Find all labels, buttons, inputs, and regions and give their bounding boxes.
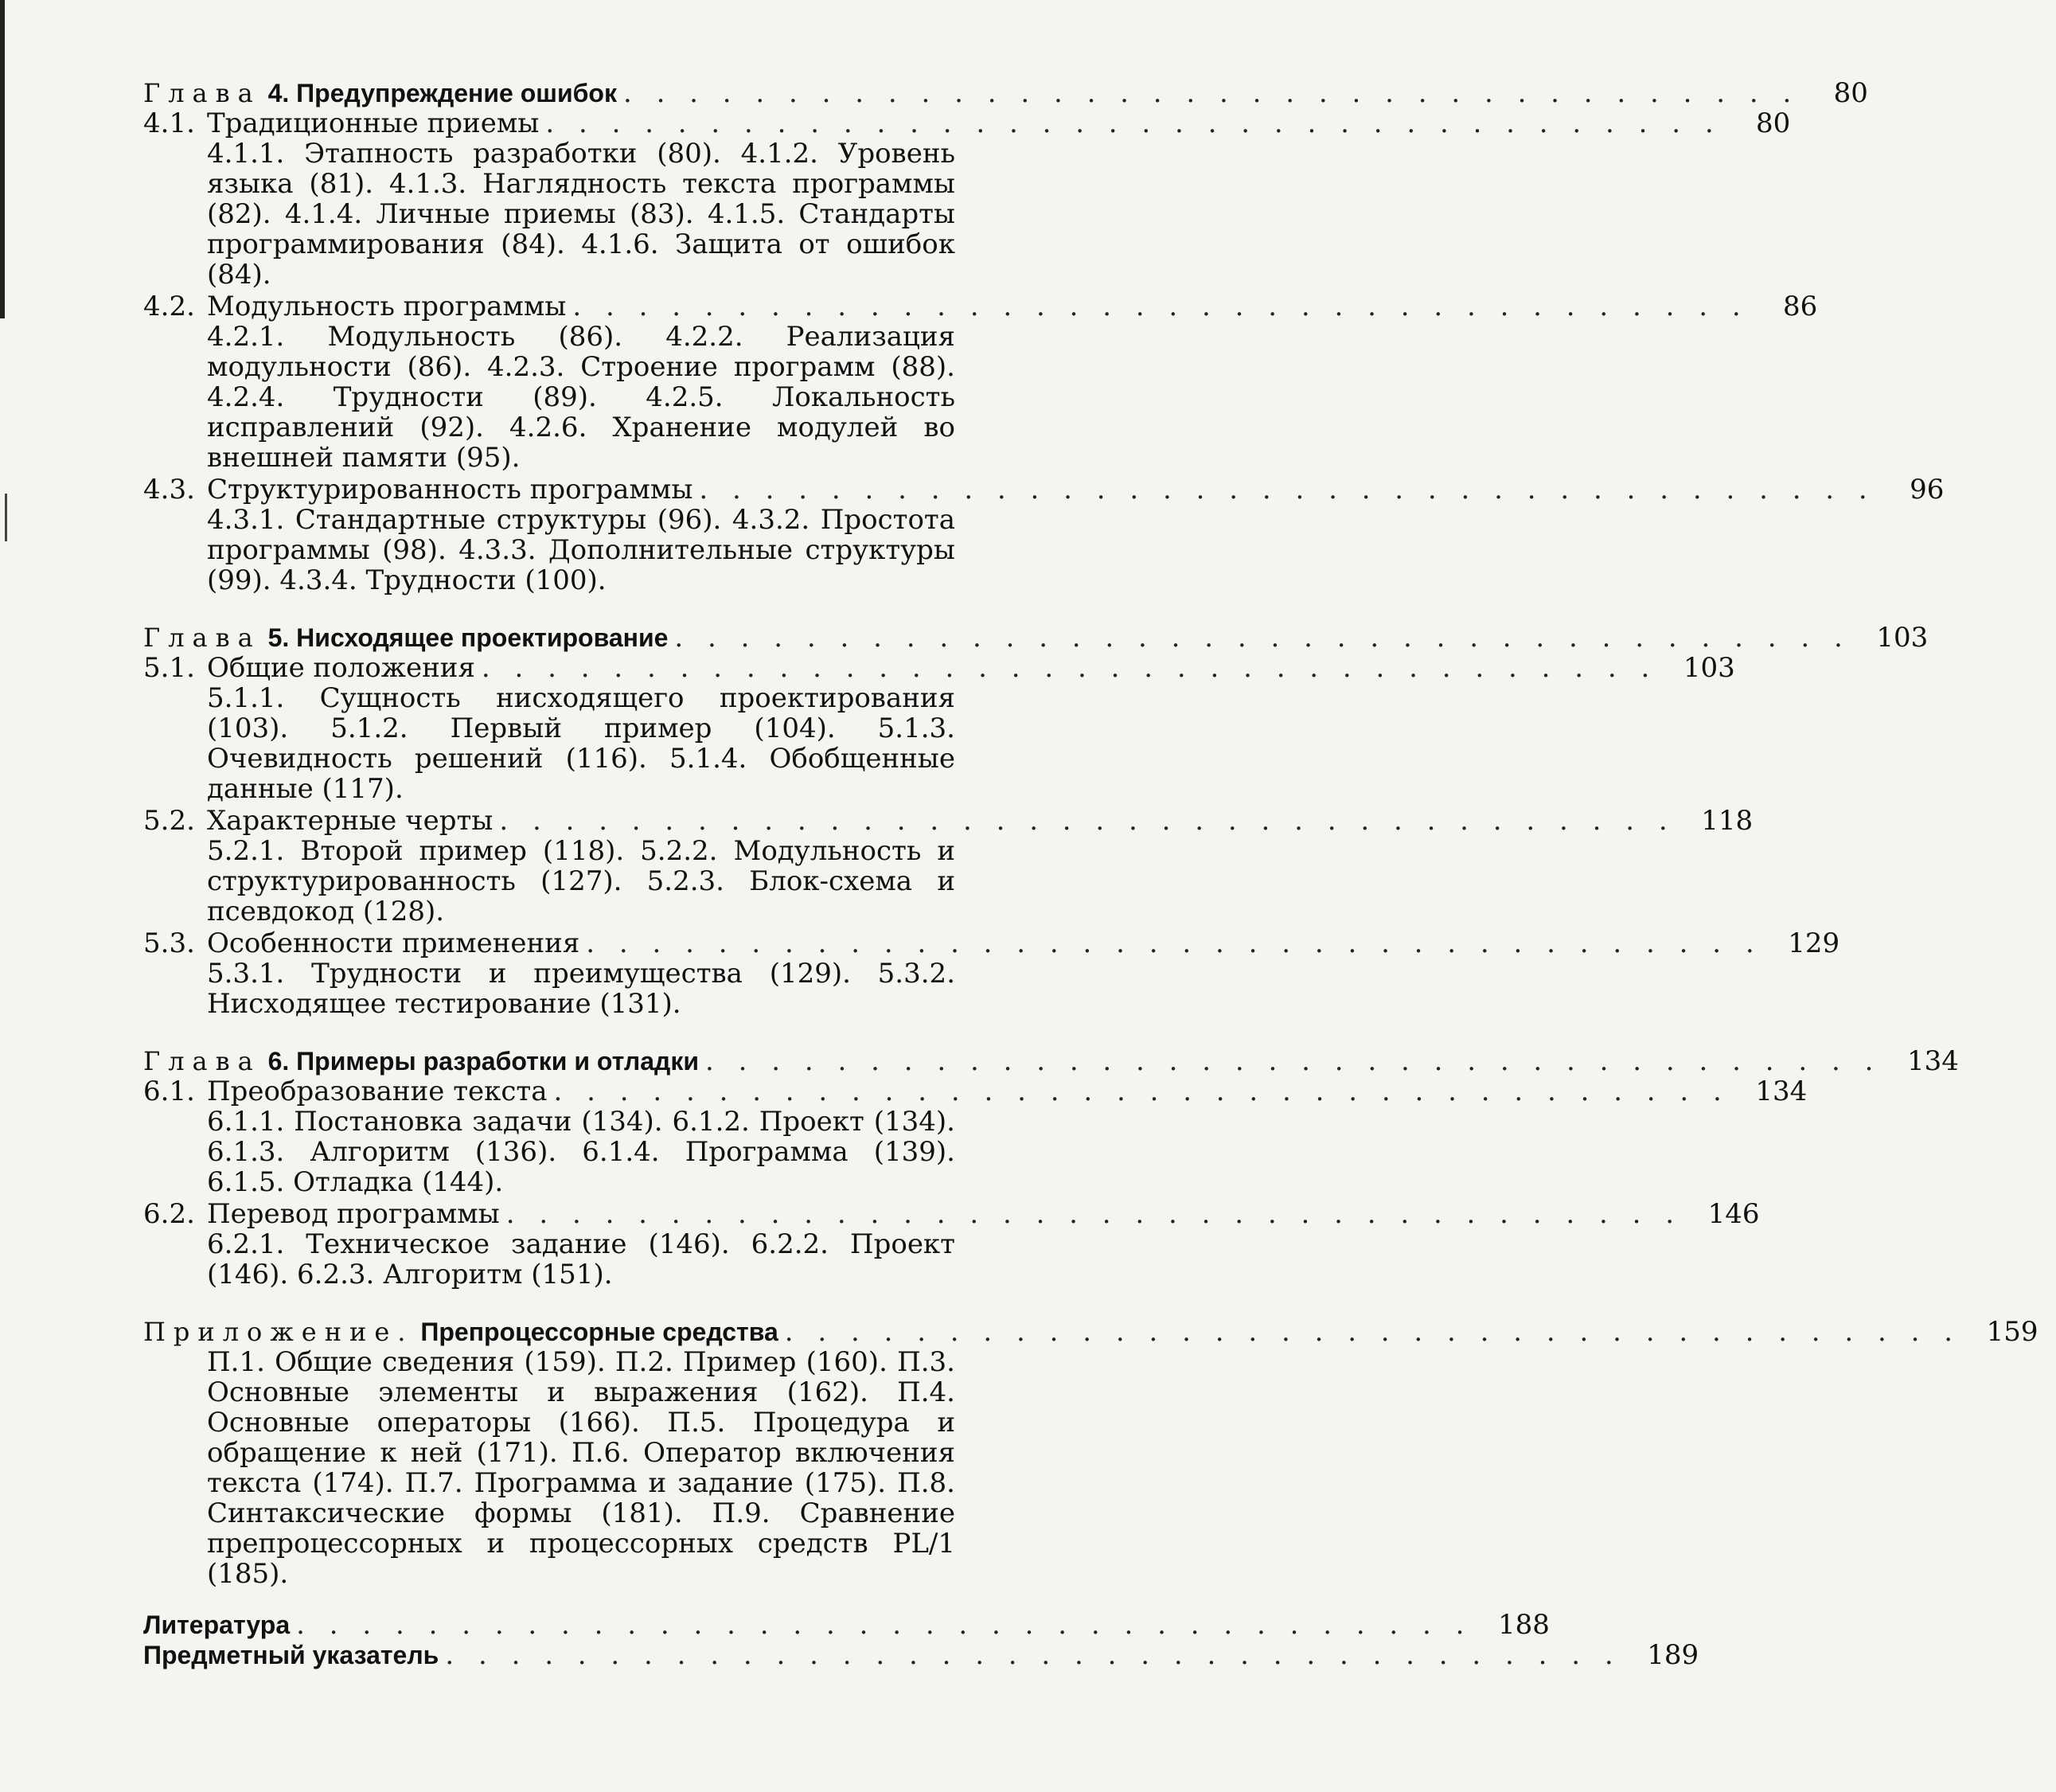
chapter-4-page: 80 bbox=[1833, 77, 1868, 109]
section-page: 80 bbox=[1756, 107, 1791, 139]
appendix-label: Приложение. bbox=[143, 1317, 414, 1347]
section-5-1-detail: 5.1.1. Сущность нисходящего проектирования (103). 5.1.2. Первый пример (104). 5.1.3. Очевидность решений (116). 5.1.4. Обобщенные данные (117). bbox=[207, 682, 955, 805]
index-title: Предметный указатель bbox=[143, 1641, 439, 1669]
leader-dots: . . . . . . . . . . . . . . . . . . . . . . . . . . . . . . . . . . . . bbox=[445, 1639, 1621, 1671]
leader-dots: . . . . . . . . . . . . . . . . . . . . . . . . . . . . . . . . . . . . bbox=[674, 622, 1851, 654]
section-title: Перевод программы bbox=[207, 1198, 500, 1230]
leader-dots: . . . . . . . . . . . . . . . . . . . . . . . . . . . . . . . . . . . . bbox=[622, 77, 1800, 109]
section-title: Общие положения bbox=[207, 652, 475, 684]
section-title: Традиционные приемы bbox=[207, 107, 540, 139]
section-title: Преобразование текста bbox=[207, 1076, 548, 1107]
appendix-heading bbox=[143, 1316, 2038, 1348]
page-edge bbox=[0, 0, 5, 318]
leader-dots: . . . . . . . . . . . . . . . . . . . . . . . . . . . . . . . . . . . . bbox=[499, 805, 1676, 837]
section-page: 146 bbox=[1707, 1198, 1760, 1230]
leader-dots: . . . . . . . . . . . . . . . . . . . . . . . . . . . . . . . . . . . . bbox=[296, 1609, 1473, 1641]
literature-page: 188 bbox=[1498, 1609, 1550, 1641]
leader-dots: . . . . . . . . . . . . . . . . . . . . . . . . . . . . . . . . . . . . bbox=[705, 1045, 1882, 1077]
chapter-6-label: Глава bbox=[143, 1046, 261, 1076]
section-5-3-detail: 5.3.1. Трудности и преимущества (129). 5.3.2. Нисходящее тестирование (131). bbox=[207, 958, 955, 1020]
index-page: 189 bbox=[1647, 1639, 1699, 1671]
leader-dots: . . . . . . . . . . . . . . . . . . . . . . . . . . . . . . . . . . . . bbox=[586, 927, 1762, 959]
section-number: 4.3. bbox=[143, 474, 195, 506]
leader-dots: . . . . . . . . . . . . . . . . . . . . . . . . . . . . . . . . . . . . bbox=[481, 652, 1658, 684]
section-page: 96 bbox=[1910, 474, 1945, 506]
section-title: Особенности применения bbox=[207, 927, 580, 959]
leader-dots: . . . . . . . . . . . . . . . . . . . . . . . . . . . . . . . . . . . . bbox=[699, 474, 1875, 506]
chapter-5-title: 5. Нисходящее проектирование bbox=[267, 623, 669, 652]
section-number: 4.1. bbox=[143, 107, 195, 139]
section-page: 118 bbox=[1701, 805, 1754, 837]
chapter-5-label: Глава bbox=[143, 623, 261, 653]
section-4-1-detail: 4.1.1. Этапность разработки (80). 4.1.2. Уровень языка (81). 4.1.3. Наглядность текста программы (82). 4.1.4. Личные приемы (83). 4.1.5. Стандарты программирования (84). 4.1.6. Защита от ошибок (84). bbox=[207, 138, 955, 291]
section-6-2-detail: 6.2.1. Техническое задание (146). 6.2.2. Проект (146). 6.2.3. Алгоритм (151). bbox=[207, 1228, 955, 1290]
section-number: 5.1. bbox=[143, 652, 195, 684]
section-page: 103 bbox=[1683, 652, 1735, 684]
appendix-page: 159 bbox=[1986, 1316, 2038, 1348]
chapter-6-title: 6. Примеры разработки и отладки bbox=[267, 1047, 700, 1076]
section-6-2 bbox=[143, 1198, 1760, 1230]
index-entry bbox=[143, 1639, 1699, 1671]
page-edge-mark bbox=[5, 494, 7, 541]
section-6-1 bbox=[143, 1076, 1808, 1107]
leader-dots: . . . . . . . . . . . . . . . . . . . . . . . . . . . . . . . . . . . . bbox=[784, 1316, 1961, 1348]
chapter-6-page: 134 bbox=[1906, 1045, 1959, 1077]
section-4-2-detail: 4.2.1. Модульность (86). 4.2.2. Реализация модульности (86). 4.2.3. Строение программ (88). 4.2.4. Трудности (89). 4.2.5. Локальность исправлений (92). 4.2.6. Хранение модулей во внешней памяти (95). bbox=[207, 321, 955, 474]
section-6-1-detail: 6.1.1. Постановка задачи (134). 6.1.2. Проект (134). 6.1.3. Алгоритм (136). 6.1.4. Программа (139). 6.1.5. Отладка (144). bbox=[207, 1106, 955, 1198]
section-title: Структурированность программы bbox=[207, 474, 693, 506]
table-of-contents bbox=[143, 72, 2038, 1671]
section-5-3 bbox=[143, 927, 1840, 959]
section-5-1 bbox=[143, 652, 1735, 684]
section-5-2 bbox=[143, 805, 1754, 837]
literature-title: Литература bbox=[143, 1610, 291, 1639]
section-number: 6.1. bbox=[143, 1076, 195, 1107]
section-4-1 bbox=[143, 107, 1791, 139]
section-number: 5.2. bbox=[143, 805, 195, 837]
leader-dots: . . . . . . . . . . . . . . . . . . . . . . . . . . . . . . . . . . . . bbox=[572, 291, 1749, 322]
chapter-4-title: 4. Предупреждение ошибок bbox=[267, 79, 617, 107]
chapter-5-heading bbox=[143, 622, 1929, 654]
leader-dots: . . . . . . . . . . . . . . . . . . . . . . . . . . . . . . . . . . . . bbox=[505, 1198, 1683, 1230]
section-title: Характерные черты bbox=[207, 805, 494, 837]
section-4-3 bbox=[143, 474, 1945, 506]
chapter-4-label: Глава bbox=[143, 78, 261, 108]
section-page: 134 bbox=[1755, 1076, 1808, 1107]
section-5-2-detail: 5.2.1. Второй пример (118). 5.2.2. Модульность и структурированность (127). 5.2.3. Блок-схема и псевдокод (128). bbox=[207, 835, 955, 927]
section-number: 6.2. bbox=[143, 1198, 195, 1230]
chapter-4-heading bbox=[143, 77, 1868, 109]
chapter-6-heading bbox=[143, 1045, 1959, 1077]
section-number: 4.2. bbox=[143, 291, 195, 322]
appendix-detail: П.1. Общие сведения (159). П.2. Пример (160). П.3. Основные элементы и выражения (162). П.4. Основные операторы (166). П.5. Процедура и обращение к ней (171). П.6. Оператор включения текста (174). П.7. Программа и задание (175). П.8. Синтаксические формы (181). П.9. Сравнение препроцессорных и процессорных средств PL/1 (185). bbox=[207, 1346, 955, 1590]
section-title: Модульность программы bbox=[207, 291, 567, 322]
literature-entry bbox=[143, 1609, 1550, 1641]
leader-dots: . . . . . . . . . . . . . . . . . . . . . . . . . . . . . . . . . . . . bbox=[545, 107, 1722, 139]
chapter-5-page: 103 bbox=[1876, 622, 1929, 654]
section-4-2 bbox=[143, 291, 1818, 322]
section-number: 5.3. bbox=[143, 927, 195, 959]
section-4-3-detail: 4.3.1. Стандартные структуры (96). 4.3.2. Простота программы (98). 4.3.3. Дополнительные структуры (99). 4.3.4. Трудности (100). bbox=[207, 504, 955, 596]
leader-dots: . . . . . . . . . . . . . . . . . . . . . . . . . . . . . . . . . . . . bbox=[553, 1076, 1730, 1107]
appendix-title: Препроцессорные средства bbox=[420, 1318, 778, 1346]
section-page: 129 bbox=[1788, 927, 1840, 959]
section-page: 86 bbox=[1783, 291, 1818, 322]
